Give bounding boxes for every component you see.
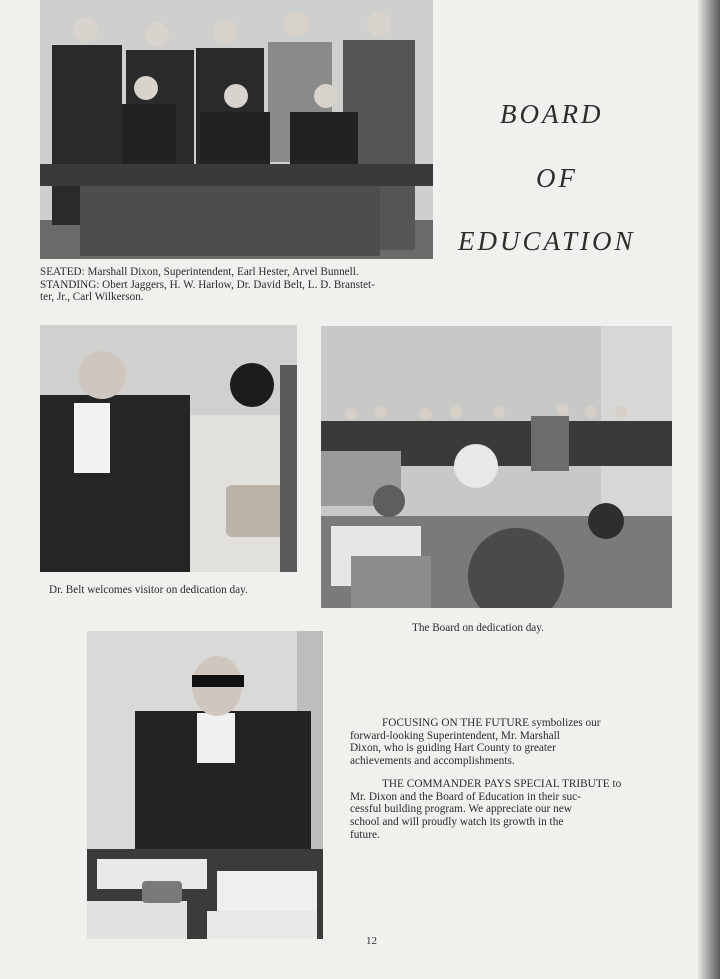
paragraph2-line1: THE COMMANDER PAYS SPECIAL TRIBUTE to xyxy=(382,777,622,790)
body-text-block xyxy=(350,717,656,851)
title-of: OF xyxy=(536,163,578,193)
title-board: BOARD xyxy=(500,99,604,129)
paragraph1-line1: FOCUSING ON THE FUTURE symbolizes our xyxy=(382,717,601,729)
dedication-photo-caption: The Board on dedication day. xyxy=(412,622,544,634)
page-number: 12 xyxy=(366,935,377,947)
paragraph1-line4: achievements and accomplishments. xyxy=(350,755,515,768)
caption-standing: STANDING: Obert Jaggers, H. W. Harlow, Dr. David Belt, L. D. Branstet- xyxy=(40,278,375,291)
paragraph-tribute xyxy=(350,777,656,842)
paragraph-focusing xyxy=(350,717,656,768)
superintendent-portrait-photo xyxy=(87,631,323,939)
paragraph2-line2: Mr. Dixon and the Board of Education in their suc- xyxy=(350,790,581,803)
dedication-day-photo xyxy=(321,326,672,608)
board-photo-caption xyxy=(40,266,440,304)
paragraph2-line3: cessful building program. We appreciate our new xyxy=(350,803,572,816)
welcome-photo-caption: Dr. Belt welcomes visitor on dedication day. xyxy=(49,584,248,596)
caption-standing-cont: ter, Jr., Carl Wilkerson. xyxy=(40,291,144,303)
caption-seated: SEATED: Marshall Dixon, Superintendent, Earl Hester, Arvel Bunnell. xyxy=(40,266,359,278)
paragraph2-line4: school and will proudly watch its growth in the xyxy=(350,815,564,828)
paragraph1-line3: Dixon, who is guiding Hart County to greater xyxy=(350,742,556,755)
page-binding-edge xyxy=(698,0,720,979)
paragraph2-line5: future. xyxy=(350,828,380,841)
board-group-photo xyxy=(40,0,433,259)
welcome-visitor-photo xyxy=(40,325,297,572)
paragraph1-line2: forward-looking Superintendent, Mr. Marshall xyxy=(350,729,560,742)
title-education: EDUCATION xyxy=(458,226,636,256)
